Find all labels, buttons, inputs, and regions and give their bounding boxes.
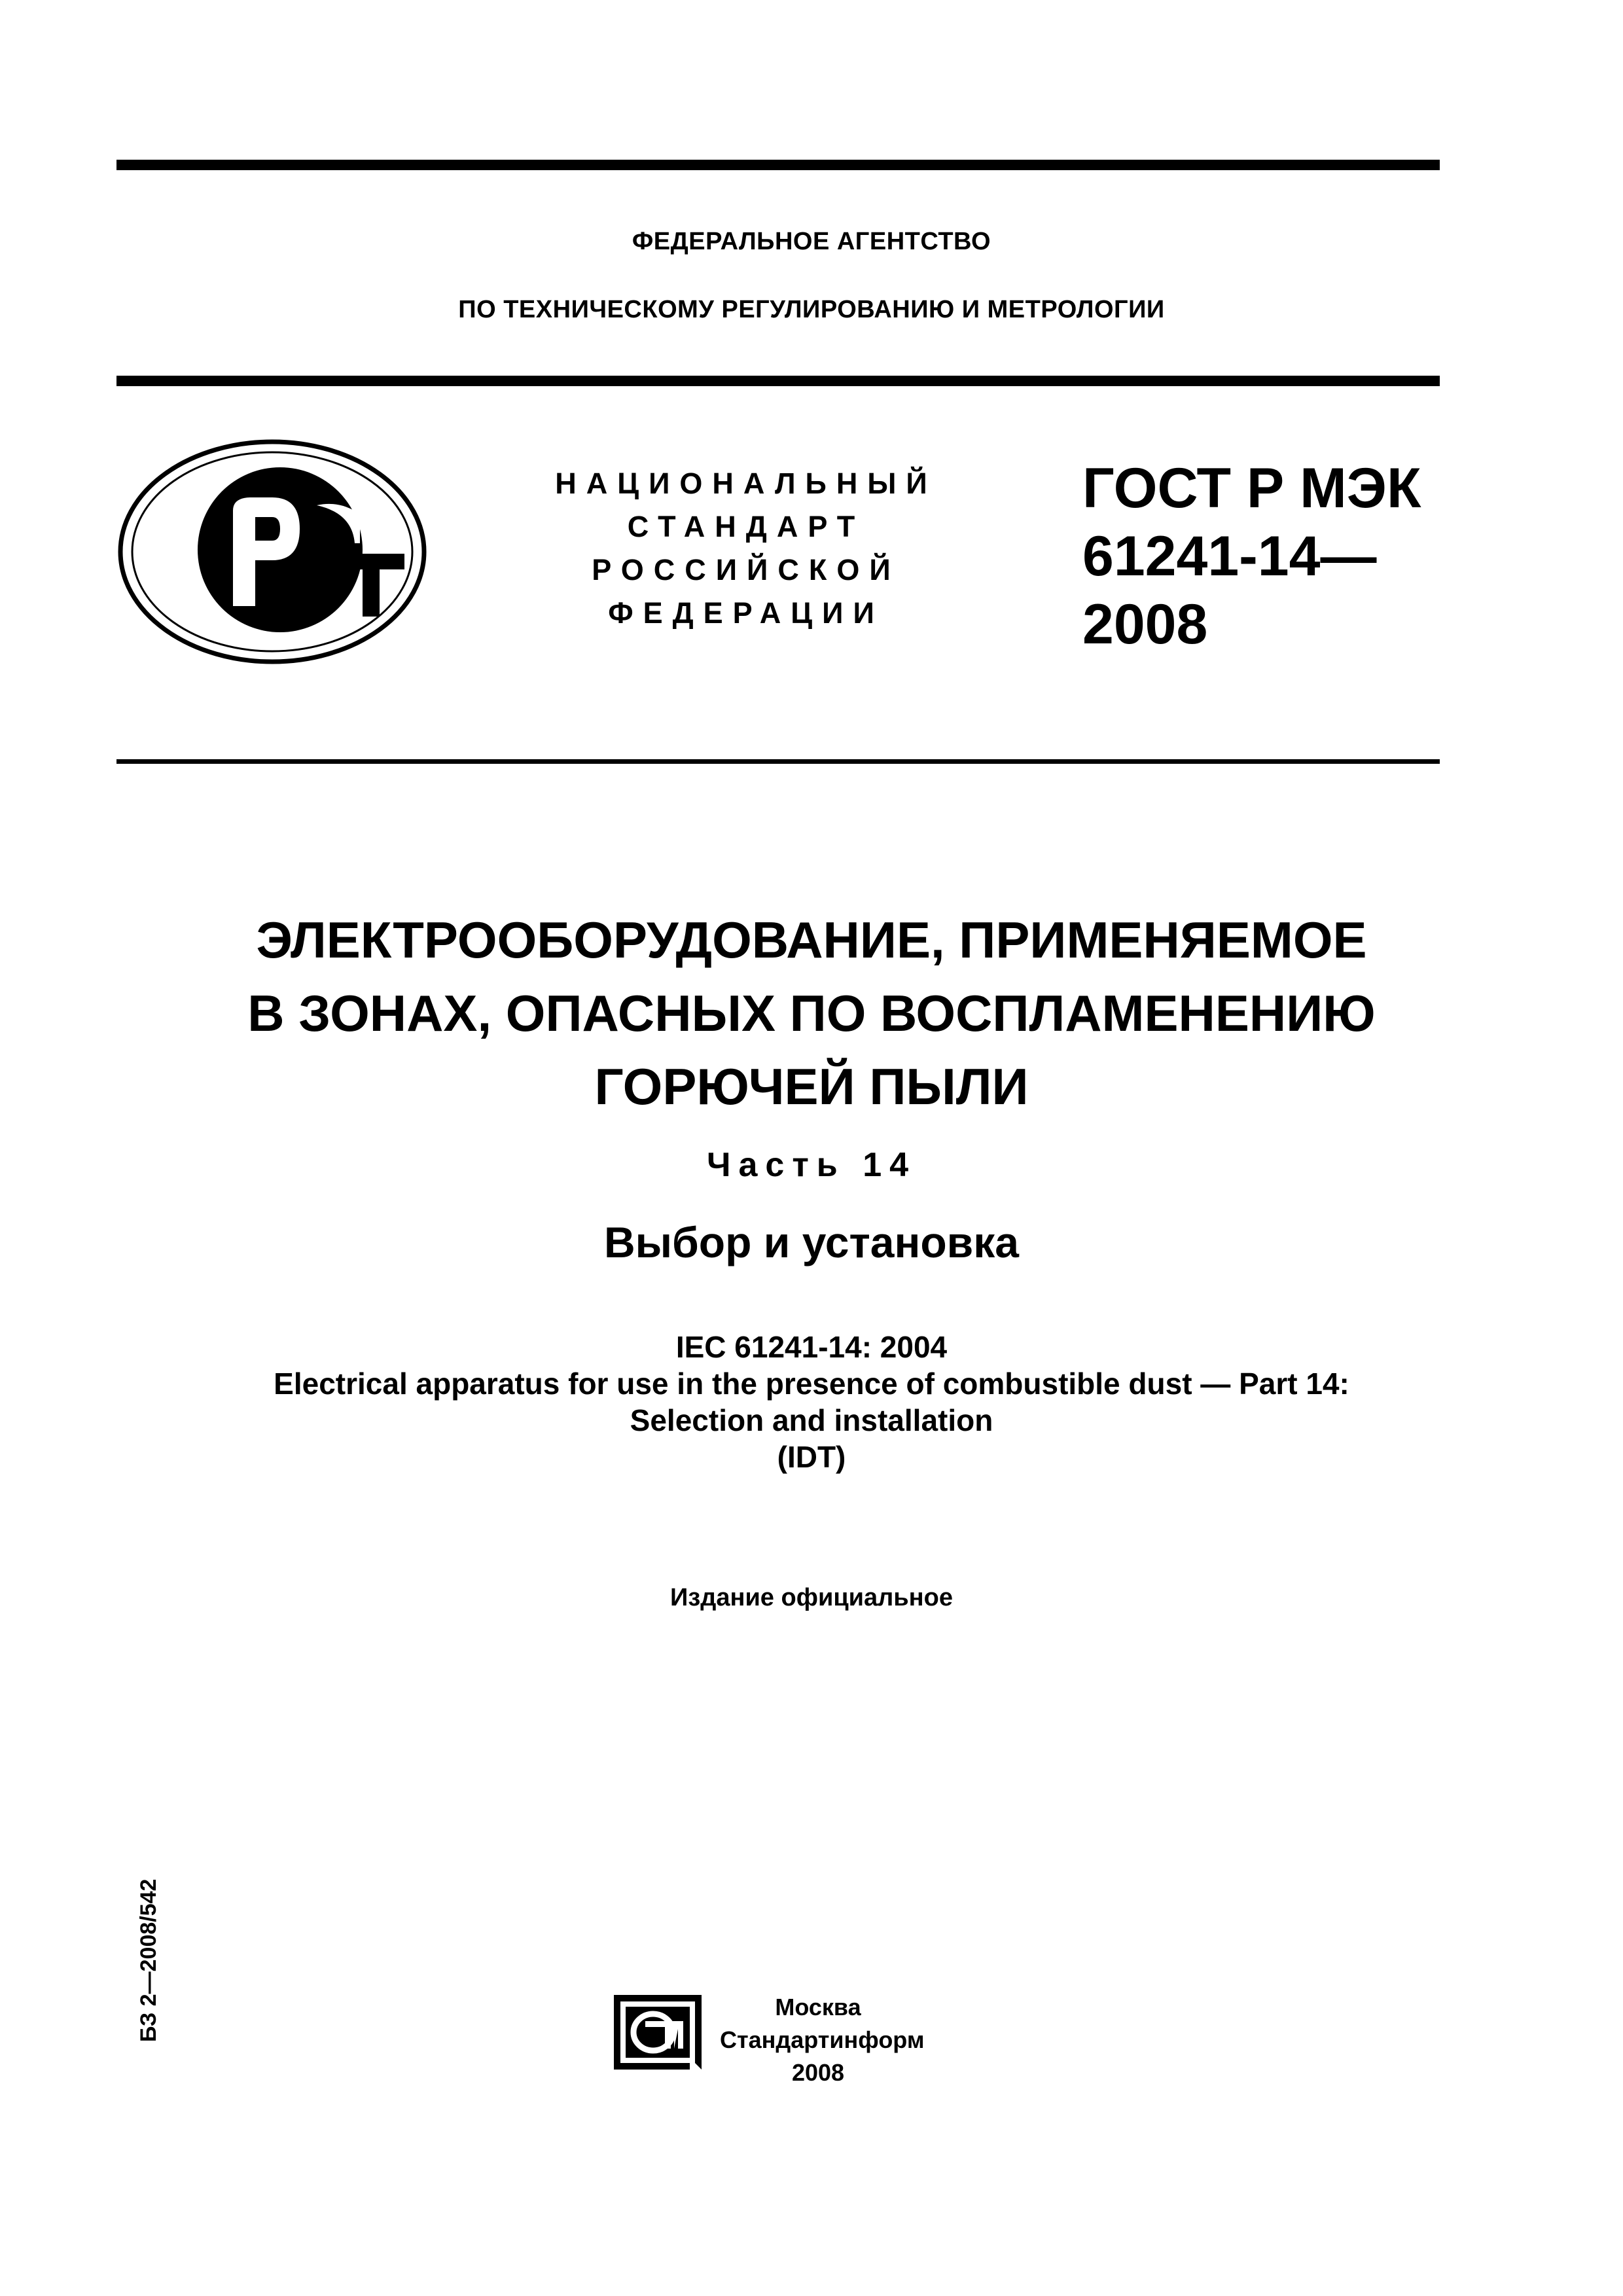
document-subtitle: Выбор и установка: [604, 1218, 1019, 1266]
lower-rule: [116, 759, 1440, 764]
source-standard: [0, 1329, 1623, 1475]
source-line: (IDT): [777, 1440, 846, 1474]
source-line: IEC 61241-14: 2004: [675, 1330, 948, 1364]
publisher-name: Стандартинформ: [720, 2026, 925, 2053]
designation-line: ГОСТ Р МЭК: [1082, 457, 1421, 520]
publisher-city: Москва: [775, 1994, 861, 2020]
national-line: ФЕДЕРАЦИИ: [608, 596, 884, 630]
edition-label: Издание официальное: [670, 1584, 953, 1611]
standartinform-logo: [609, 1990, 707, 2075]
national-line: НАЦИОНАЛЬНЫЙ: [555, 467, 937, 500]
title-line: В ЗОНАХ, ОПАСНЫХ ПО ВОСПЛАМЕНЕНИЮ: [247, 984, 1376, 1042]
national-standard-label: [517, 462, 975, 635]
standard-designation: [1082, 454, 1421, 658]
gost-r-logo: [116, 437, 428, 666]
source-line: Electrical apparatus for use in the presence of combustible dust — Part 14:: [274, 1367, 1349, 1401]
national-line: РОССИЙСКОЙ: [592, 553, 901, 586]
document-title: [0, 903, 1623, 1123]
publisher-year: 2008: [791, 2059, 845, 2086]
middle-rule: [116, 376, 1440, 386]
agency-line-1: ФЕДЕРАЛЬНОЕ АГЕНТСТВО: [632, 228, 991, 255]
top-rule: [116, 160, 1440, 170]
part-number: Часть 14: [706, 1146, 917, 1184]
catalog-code: БЗ 2—2008/542: [136, 1878, 161, 2042]
designation-line: 2008: [1082, 593, 1208, 656]
title-line: ЭЛЕКТРООБОРУДОВАНИЕ, ПРИМЕНЯЕМОЕ: [256, 911, 1367, 969]
source-line: Selection and installation: [630, 1403, 993, 1437]
national-line: СТАНДАРТ: [627, 510, 865, 543]
designation-line: 61241-14—: [1082, 525, 1377, 588]
title-line: ГОРЮЧЕЙ ПЫЛИ: [594, 1058, 1029, 1115]
publisher-info: [720, 1991, 925, 2089]
agency-line-2: ПО ТЕХНИЧЕСКОМУ РЕГУЛИРОВАНИЮ И МЕТРОЛОГИИ: [458, 296, 1165, 323]
